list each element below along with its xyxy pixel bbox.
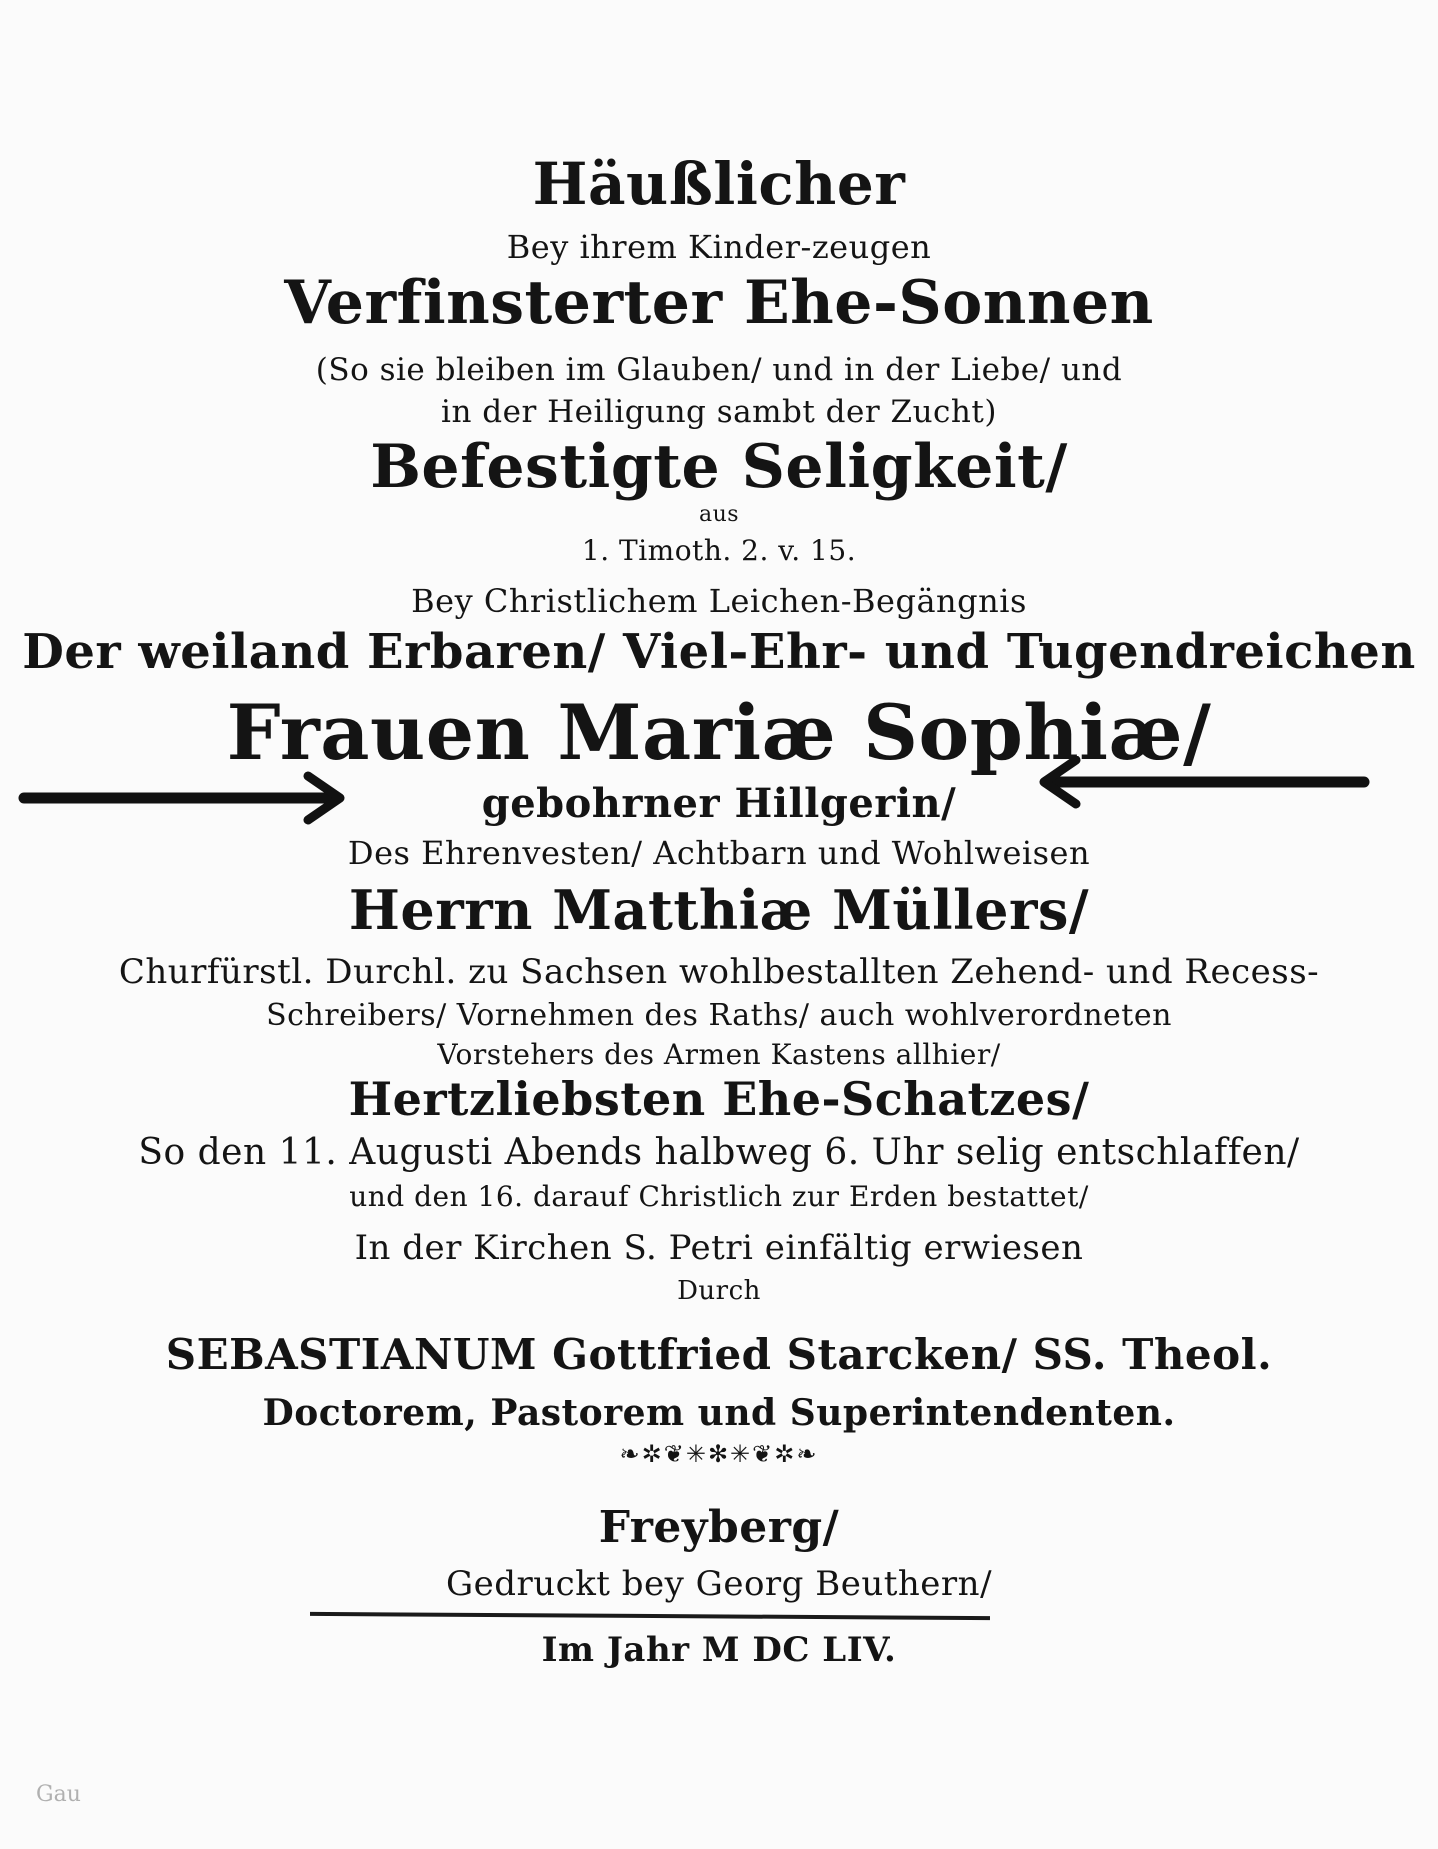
title-line-seligkeit: Befestigte Seligkeit/ (370, 432, 1068, 502)
aus-line: aus (698, 502, 740, 527)
left-arrow-icon (18, 770, 348, 826)
printer-line: Gedruckt bey Georg Beuthern/ (445, 1564, 993, 1604)
imprint-year: Im Jahr M DC LIV. (541, 1630, 897, 1670)
spouse-line: Hertzliebsten Ehe-Schatzes/ (348, 1072, 1090, 1126)
durch-line: Durch (677, 1276, 761, 1306)
husband-name: Herrn Matthiæ Müllers/ (348, 878, 1090, 942)
scripture-reference: 1. Timoth. 2. v. 15. (581, 534, 857, 567)
imprint-rule (310, 1612, 990, 1620)
right-arrow-icon (1034, 756, 1374, 812)
husband-office-line-1: Churfürstl. Durchl. zu Sachsen wohlbestallten Zehend- und Recess- (118, 952, 1320, 992)
parenthetical-line-1: (So sie bleiben im Glauben/ und in der Liebe/ und (315, 352, 1123, 388)
author-line: SEBASTIANUM Gottfried Starcken/ SS. Theol. (165, 1330, 1273, 1379)
corner-pencil-mark: Gau (36, 1782, 81, 1807)
funeral-line: Bey Christlichem Leichen-Begängnis (411, 582, 1027, 620)
ornament-row: ❧✲❦✳✻✳❦✲❧ (619, 1440, 819, 1468)
title-line-ehe-sonnen: Verfinsterter Ehe-Sonnen (284, 268, 1154, 338)
place-of-printing: Freyberg/ (598, 1502, 840, 1553)
parenthetical-line-2: in der Heiligung sambt der Zucht) (441, 394, 997, 430)
subtitle-line: Bey ihrem Kinder-zeugen (506, 228, 932, 266)
honorific-line: Der weiland Erbaren/ Viel-Ehr- und Tugendreichen (22, 624, 1416, 680)
husband-honorific-line: Des Ehrenvesten/ Achtbarn und Wohlweisen (347, 834, 1091, 872)
husband-office-line-3: Vorstehers des Armen Kastens allhier/ (437, 1038, 1001, 1071)
deceased-name: Frauen Mariæ Sophiæ/ (226, 688, 1212, 777)
husband-office-line-2: Schreibers/ Vornehmen des Raths/ auch wohlverordneten (266, 998, 1172, 1033)
author-titles-line: Doctorem, Pastorem und Superintendenten. (262, 1392, 1176, 1434)
maiden-name-line: gebohrner Hillgerin/ (481, 780, 957, 827)
burial-date-line: und den 16. darauf Christlich zur Erden bestattet/ (349, 1180, 1089, 1213)
death-date-line: So den 11. Augusti Abends halbweg 6. Uhr selig entschlaffen/ (138, 1132, 1300, 1173)
church-line: In der Kirchen S. Petri einfältig erwiesen (354, 1228, 1084, 1268)
title-word-haeusslicher: Häußlicher (532, 150, 906, 218)
